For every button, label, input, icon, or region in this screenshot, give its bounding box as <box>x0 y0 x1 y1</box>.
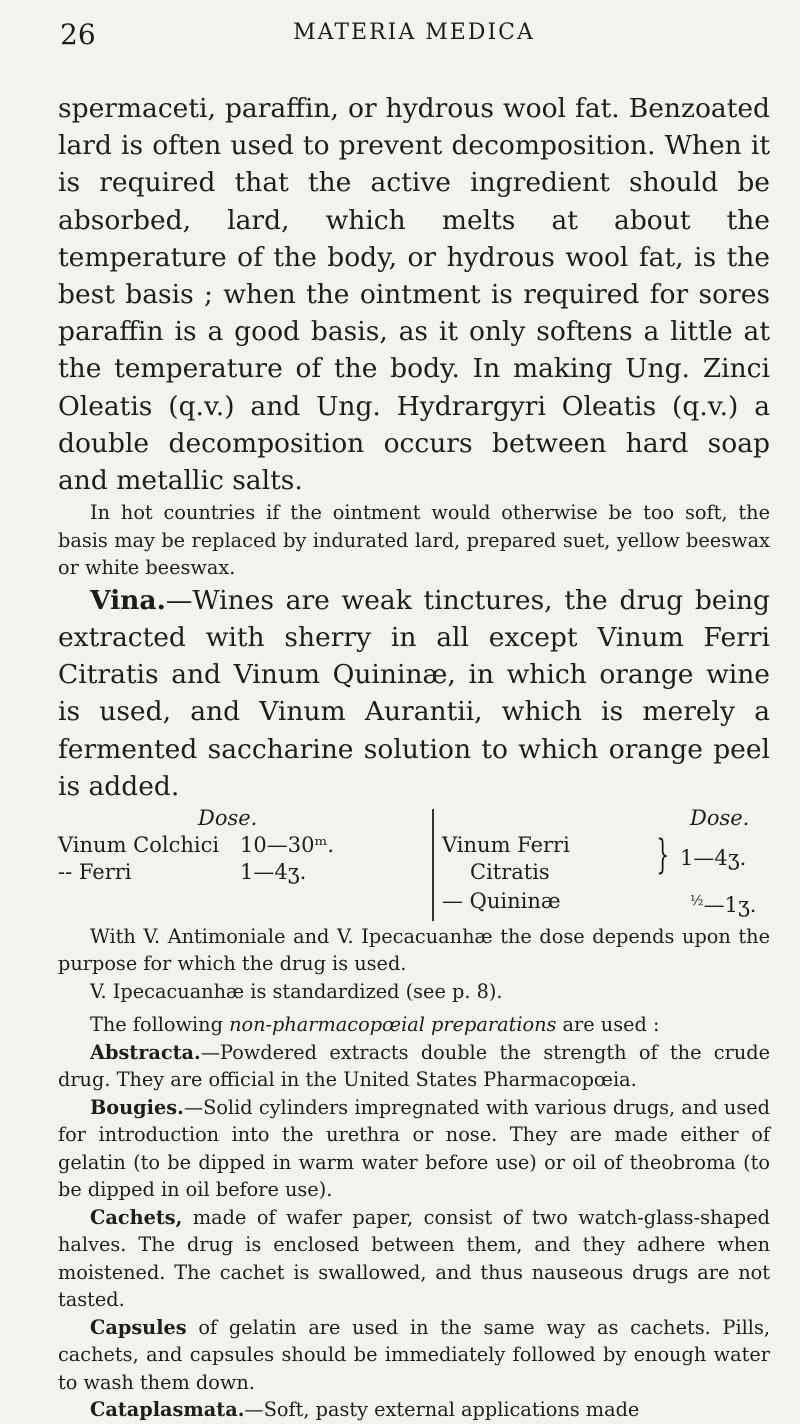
entry-text: —Soft, pasty external applications made <box>244 1398 640 1422</box>
dose-row-quininae-dose <box>690 888 756 919</box>
dose-row-ferri-name: -- Ferri <box>58 859 132 884</box>
page-header <box>58 0 770 60</box>
entry-bougies <box>58 1094 770 1204</box>
dose-whole: —1ʒ. <box>703 892 757 917</box>
following-line <box>58 1011 770 1039</box>
entry-term: Cataplasmata. <box>90 1398 245 1422</box>
dose-table <box>58 805 770 923</box>
entry-text: of gelatin are used in the same way as cachets. Pills, cachets, and capsules should be immediately followed by enough water to wash them down. <box>58 1315 770 1394</box>
entry-term: Capsules <box>90 1315 187 1339</box>
dose-row-ferri-dose: 1—4ʒ. <box>240 859 307 884</box>
book-page <box>58 0 770 1424</box>
dose-header-left: Dose. <box>198 805 258 830</box>
entry-cachets <box>58 1204 770 1314</box>
dose-note-1: With V. Antimoniale and V. Ipecacuanhæ the dose depends upon the purpose for which the drug is used. <box>58 924 770 976</box>
dose-row-ferri-citratis-name-2: Citratis <box>470 859 550 884</box>
brace-icon: } <box>656 831 670 878</box>
entry-text: made of wafer paper, consist of two watch-glass-shaped halves. The drug is enclosed between them, and they adhere when moistened. The cachet is swallowed, and thus nauseous drugs are not tasted. <box>58 1205 770 1312</box>
dose-note-2: V. Ipecacuanhæ is standardized (see p. 8). <box>90 979 503 1003</box>
dose-row-ferri-citratis-name-1: Vinum Ferri <box>442 832 570 857</box>
hot-countries-note: In hot countries if the ointment would otherwise be too soft, the basis may be replaced by indurated lard, prepared suet, yellow beeswax or white beeswax. <box>58 501 770 580</box>
dose-row-ferri-citratis-dose: 1—4ʒ. <box>680 845 747 870</box>
column-divider <box>432 809 434 921</box>
dose-row-quininae-name: — Quininæ <box>442 888 561 913</box>
entry-text: —Solid cylinders impregnated with various drugs, and used for introduction into the urethra or nose. They are made either of gelatin (to be dipped in warm water before use) or oil of theobroma (to be dipped in oil before use). <box>58 1095 770 1202</box>
entry-term: Bougies. <box>90 1095 184 1119</box>
intro-paragraph: spermaceti, paraffin, or hydrous wool fat. Benzoated lard is often used to prevent decomposition. When it is required that the active ingredient should be absorbed, lard, which melts at about the temperature of the body, or hydrous wool fat, is the best basis ; when the ointment is required for sores paraffin is a good basis, as it only softens a little at the temperature of the body. In making Ung. Zinci Oleatis (q.v.) and Ung. Hydrargyri Oleatis (q.v.) a double decomposition occurs between hard soap and metallic salts. <box>58 93 770 497</box>
entry-term: Abstracta. <box>90 1040 201 1064</box>
dose-row-colchici-dose: 10—30ᵐ. <box>240 832 334 857</box>
following-italic: non-pharmacopœial preparations <box>229 1013 557 1037</box>
dose-fraction: ½ <box>690 892 704 909</box>
running-title: MATERIA MEDICA <box>293 20 535 45</box>
following-post: are used : <box>556 1013 660 1037</box>
entry-abstracta <box>58 1039 770 1094</box>
entry-term: Cachets, <box>90 1205 183 1229</box>
vina-paragraph <box>58 582 770 805</box>
following-pre: The following <box>90 1013 230 1037</box>
entry-cataplasmata <box>58 1396 770 1424</box>
vina-text: —Wines are weak tinctures, the drug being extracted with sherry in all except Vinum Ferri Citratis and Vinum Quininæ, in which orange wine is used, and Vinum Aurantii, which is merely a fermented saccharine solution to which orange peel is added. <box>58 584 770 802</box>
vina-heading: Vina. <box>90 584 166 616</box>
entry-text: —Powdered extracts double the strength of the crude drug. They are official in the United States Pharmacopœia. <box>58 1040 770 1092</box>
page-number: 26 <box>60 18 96 51</box>
entry-capsules <box>58 1314 770 1397</box>
dose-row-colchici-name: Vinum Colchici <box>58 832 220 857</box>
dose-header-right: Dose. <box>690 805 750 830</box>
